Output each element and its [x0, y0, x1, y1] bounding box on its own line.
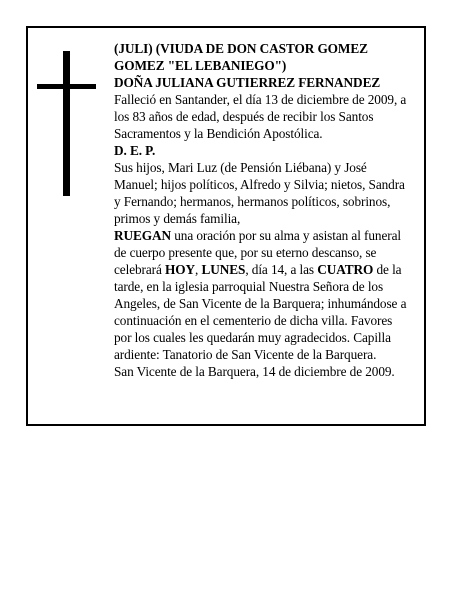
- obituary-line: [114, 176, 426, 193]
- obituary-line: [114, 57, 426, 74]
- obituary-line: [114, 244, 426, 261]
- body-text: Falleció en Santander, el día 13 de diciembre de 2009, a: [114, 92, 407, 107]
- bold-text: LUNES: [201, 262, 246, 277]
- bold-text: DOÑA JULIANA GUTIERREZ FERNANDEZ: [114, 75, 381, 90]
- obituary-line: [114, 363, 426, 380]
- obituary-line: [114, 40, 426, 57]
- bold-text: RUEGAN: [114, 228, 172, 243]
- body-text: ,: [195, 262, 202, 277]
- obituary-line: [114, 91, 426, 108]
- body-text: Sus hijos, Mari Luz (de Pensión Liébana) y José: [114, 160, 367, 175]
- body-text: primos y demás familia,: [114, 211, 241, 226]
- body-text: San Vicente de la Barquera, 14 de diciembre de 2009.: [114, 364, 395, 379]
- body-text: los 83 años de edad, después de recibir los Santos: [114, 109, 374, 124]
- obituary-line: [114, 346, 426, 363]
- bold-text: HOY: [165, 262, 196, 277]
- obituary-line: [114, 278, 426, 295]
- body-text: ardiente: Tanatorio de San Vicente de la Barquera.: [114, 347, 377, 362]
- body-text: Manuel; hijos políticos, Alfredo y Silvia; nietos, Sandra: [114, 177, 405, 192]
- body-text: Sacramentos y la Bendición Apostólica.: [114, 126, 323, 141]
- obituary-line: [114, 329, 426, 346]
- body-text: por los cuales les quedarán muy agradecidos. Capilla: [114, 330, 391, 345]
- obituary-line: [114, 108, 426, 125]
- bold-text: CUATRO: [317, 262, 374, 277]
- bold-text: GOMEZ "EL LEBANIEGO"): [114, 58, 287, 73]
- obituary-line: [114, 142, 426, 159]
- obituary-line: [114, 312, 426, 329]
- body-text: celebrará: [114, 262, 166, 277]
- obituary-line: [114, 74, 426, 91]
- body-text: Angeles, de San Vicente de la Barquera; inhumándose a: [114, 296, 407, 311]
- bold-text: (JULI) (VIUDA DE DON CASTOR GOMEZ: [114, 41, 368, 56]
- cross-icon-crossbar: [37, 84, 96, 89]
- body-text: continuación en el cementerio de dicha villa. Favores: [114, 313, 393, 328]
- body-text: de la: [373, 262, 402, 277]
- obituary-text: [114, 40, 426, 380]
- obituary-line: [114, 295, 426, 312]
- obituary-line: [114, 125, 426, 142]
- obituary-line: [114, 159, 426, 176]
- body-text: y Fernando; hermanos, hermanos políticos, sobrinos,: [114, 194, 391, 209]
- body-text: de cuerpo presente que, por su eterno descanso, se: [114, 245, 377, 260]
- obituary-line: [114, 210, 426, 227]
- obituary-line: [114, 261, 426, 278]
- body-text: , día 14, a las: [245, 262, 318, 277]
- obituary-line: [114, 227, 426, 244]
- cross-icon: [63, 51, 70, 196]
- body-text: una oración por su alma y asistan al funeral: [171, 228, 401, 243]
- bold-text: D. E. P.: [114, 143, 156, 158]
- body-text: tarde, en la iglesia parroquial Nuestra Señora de los: [114, 279, 384, 294]
- obituary-line: [114, 193, 426, 210]
